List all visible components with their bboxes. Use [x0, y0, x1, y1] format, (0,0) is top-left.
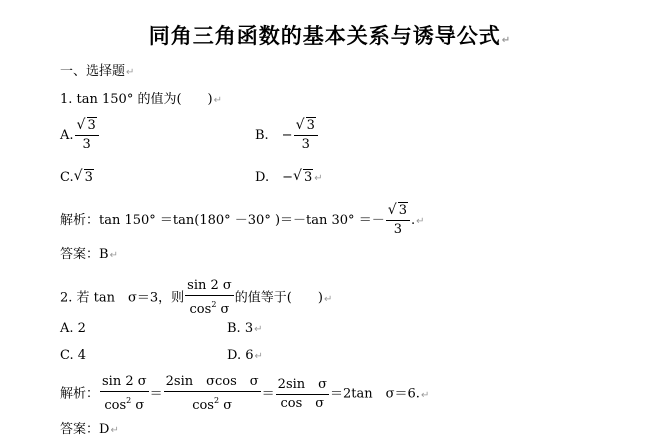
q2-option-a: A. 2 — [60, 321, 86, 336]
q1-option-d: D. − √ 3 ↵ — [255, 168, 323, 185]
question-1-stem: 1. tan 150° 的值为( )↵ — [60, 92, 222, 107]
q2-analysis: 解析： $\frac{\sin 2 \sigma}{\cos^2 \sigma}$ ＝ $\frac{\text{2sin σcos σ}}{\cos^2 \sigma}$ ＝ $\frac{\text{2sin σ}}{\text{cos σ}}$ ＝2tan σ＝6.↵ — [60, 374, 430, 413]
paragraph-mark-icon: ↵ — [501, 35, 512, 46]
sqrt-symbol: √ 3 — [76, 117, 96, 133]
fraction: √ 3 3 — [75, 118, 99, 153]
sqrt-symbol: √ 3 — [387, 202, 407, 218]
sqrt-symbol: √ 3 — [295, 117, 315, 133]
paragraph-mark-icon: ↵ — [416, 216, 425, 227]
paragraph-mark-icon: ↵ — [213, 95, 222, 106]
q1-analysis: 解析：tan 150° ＝tan(180° －30° )＝－tan 30° ＝－ √ 3 3 .↵ — [60, 202, 425, 237]
paragraph-mark-icon: ↵ — [254, 351, 263, 362]
section-heading: 一、选择题↵ — [60, 64, 135, 79]
page-title: 同角三角函数的基本关系与诱导公式↵ — [148, 23, 512, 48]
paragraph-mark-icon: ↵ — [323, 293, 333, 305]
fraction: $\frac{\sin 2 \sigma}{\cos^2 \sigma}$ — [102, 374, 147, 413]
paragraph-mark-icon: ↵ — [110, 425, 119, 436]
q1-option-a: A. √ 3 3 — [60, 118, 100, 153]
q2-option-b: B. 3↵ — [227, 321, 263, 336]
question-2-stem: 2. 若 tan σ＝3，则 $\frac{\sin 2 \sigma}{\cos^2 \sigma}$ 的值等于( )↵ — [60, 278, 333, 317]
fraction: √ 3 3 — [386, 203, 410, 238]
paragraph-mark-icon: ↵ — [126, 67, 135, 78]
q2-option-d: D. 6↵ — [227, 348, 263, 363]
q1-answer: 答案：B↵ — [60, 247, 118, 262]
q2-option-c: C. 4 — [60, 348, 87, 363]
paragraph-mark-icon: ↵ — [314, 173, 323, 184]
sqrt-symbol: √ 3 — [293, 168, 313, 185]
sqrt-symbol: √ 3 — [73, 168, 93, 185]
fraction: $\frac{\sin 2 \sigma}{\cos^2 \sigma}$ — [187, 278, 232, 317]
paragraph-mark-icon: ↵ — [109, 250, 118, 261]
paragraph-mark-icon: ↵ — [254, 324, 263, 335]
fraction: $\frac{\text{2sin σ}}{\text{cos σ}}$ — [277, 376, 328, 411]
paragraph-mark-icon: ↵ — [420, 389, 430, 401]
fraction: $\frac{\text{2sin σcos σ}}{\cos^2 \sigma}$ — [165, 374, 259, 413]
q1-option-c: C. √ 3 — [60, 168, 93, 185]
q1-option-b: B. − √ 3 3 — [255, 118, 319, 153]
fraction: √ 3 3 — [294, 118, 318, 153]
q2-answer: 答案：D↵ — [60, 422, 119, 437]
